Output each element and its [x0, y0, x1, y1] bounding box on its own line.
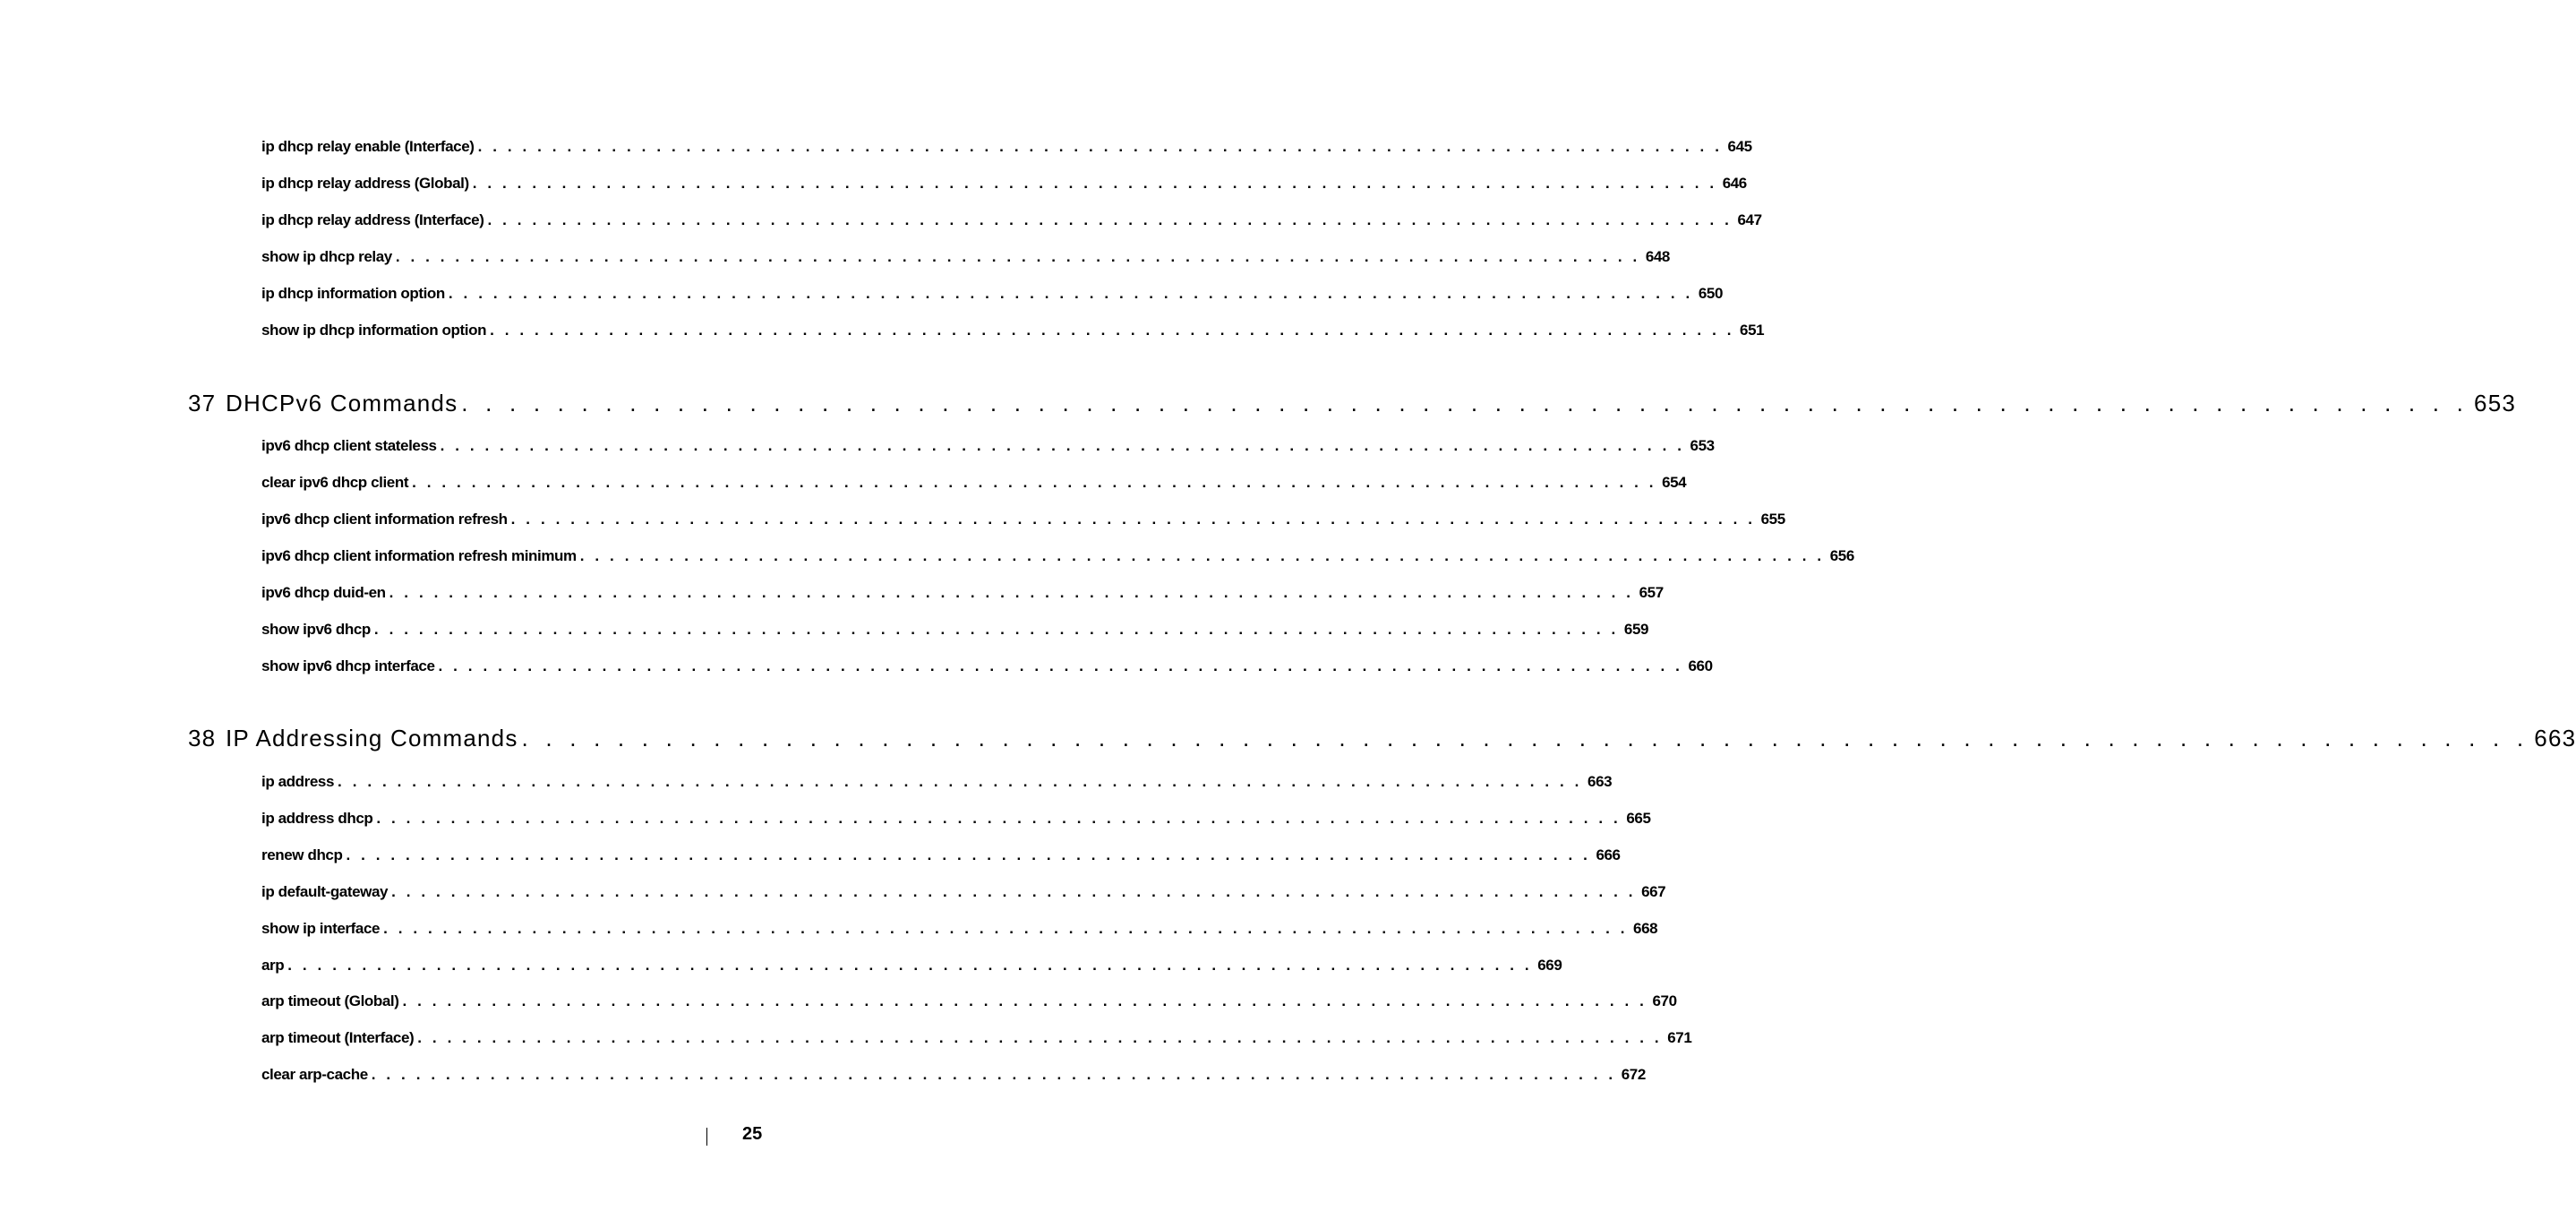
toc-entry[interactable]: [261, 175, 1747, 198]
toc-entry-title: ipv6 dhcp client information refresh: [261, 511, 508, 528]
dot-leader: . . . . . . . . . . . . . . . . . . . . . . . . . . . . . . . . . . . . . . . . . . . . . . . . . . . . . . . . . . . . . . . . . . . . . . . . . . . . . . . . . . . .: [448, 285, 1693, 302]
toc-entry-title: clear arp-cache: [261, 1066, 368, 1083]
toc-entry-page: 657: [1639, 584, 1664, 601]
toc-entry[interactable]: [261, 920, 1658, 943]
toc-entry-page: 663: [1588, 773, 1613, 790]
toc-entry-title: ipv6 dhcp client stateless: [261, 437, 437, 454]
toc-entry-page: 648: [1645, 248, 1670, 265]
dot-leader: . . . . . . . . . . . . . . . . . . . . . . . . . . . . . . . . . . . . . . . . . . . . . . . . . . . . . . . . . . . . . . . . . . . . . . . . . . . . . . . . . . . .: [438, 657, 1683, 674]
toc-entry-title: ipv6 dhcp duid-en: [261, 584, 386, 601]
toc-entry[interactable]: [261, 1066, 1646, 1089]
toc-entry-title: renew dhcp: [261, 846, 343, 863]
toc-entry-page: 660: [1688, 657, 1713, 674]
toc-entry-title: show ip interface: [261, 920, 381, 937]
toc-entry-title: show ip dhcp relay: [261, 248, 392, 265]
toc-entry[interactable]: [261, 437, 1715, 460]
toc-entry[interactable]: [261, 1029, 1692, 1052]
dot-leader: . . . . . . . . . . . . . . . . . . . . . . . . . . . . . . . . . . . . . . . . . . . . . . . . . . . . . . . . . . . . . . . . . . . . . . . . . . . . . . . . . . . .: [440, 437, 1685, 454]
dot-leader: . . . . . . . . . . . . . . . . . . . . . . . . . . . . . . . . . . . . . . . . . . . . . . . . . . . . . . . . . . . . . . . . . . . . . . . . . . . . . . . . . . . .: [373, 621, 1619, 638]
toc-entry-page: 647: [1737, 211, 1762, 228]
dot-leader: . . . . . . . . . . . . . . . . . . . . . . . . . . . . . . . . . . . . . . . . . . . . . . . . . . . . . . . . . . . . . . . . . . . . . . . . . . . . . . . . . . . .: [395, 248, 1640, 265]
toc-entry-title: ip dhcp relay address (Global): [261, 175, 469, 192]
page-number: 25: [742, 1124, 763, 1144]
dot-leader: . . . . . . . . . . . . . . . . . . . . . . . . . . . . . . . . . . . . . . . . . . . . . . . . . . . . . . . . . . . . . . . . . . . . . . . . . . . . . . . . . . . .: [472, 175, 1717, 192]
toc-entry-page: 653: [1690, 437, 1715, 454]
chapter-number: 38: [188, 725, 217, 752]
chapter-page: 663: [2534, 725, 2576, 752]
toc-entry-title: ip address dhcp: [261, 810, 373, 827]
toc-entry-page: 659: [1623, 621, 1649, 638]
toc-entry-page: 650: [1698, 285, 1724, 302]
toc-entry-title: ipv6 dhcp client information refresh minimum: [261, 547, 577, 564]
toc-entry-title: arp: [261, 957, 285, 974]
toc-entry[interactable]: [261, 211, 1762, 235]
toc-entry[interactable]: [261, 474, 1687, 497]
chapter-heading-37[interactable]: [188, 390, 2517, 420]
toc-entry-page: 656: [1829, 547, 1854, 564]
toc-entry-title: arp timeout (Global): [261, 992, 399, 1009]
toc-entry-title: ip dhcp relay enable (Interface): [261, 138, 475, 155]
toc-entry-title: ip address: [261, 773, 335, 790]
toc-entry-title: show ip dhcp information option: [261, 322, 487, 339]
toc-entry[interactable]: [261, 883, 1666, 906]
toc-entry[interactable]: [261, 322, 1765, 345]
toc-entry-page: 671: [1667, 1029, 1692, 1046]
toc-entry-title: clear ipv6 dhcp client: [261, 474, 409, 491]
toc-entry[interactable]: [261, 810, 1651, 833]
toc-entry[interactable]: [261, 547, 1854, 571]
dot-leader: . . . . . . . . . . . . . . . . . . . . . . . . . . . . . . . . . . . . . . . . . . . . . . . . . . . . . . . . . . . . . . . . . . . . . . . . . . . . . . . . . . . .: [490, 322, 1735, 339]
chapter-number: 37: [188, 390, 217, 417]
footer-divider: [706, 1128, 707, 1146]
dot-leader: . . . . . . . . . . . . . . . . . . . . . . . . . . . . . . . . . . . . . . . . . . . . . . . . . . . . . . . . . . . . . . . . . . . . . . . . . . . . . . . . . . . .: [412, 474, 1657, 491]
dot-leader: . . . . . . . . . . . . . . . . . . . . . . . . . . . . . . . . . . . . . . . . . . . . . . . . . . . . . . . . . . . . . . . . . . . . . . . . . . . . . . . . . . . .: [402, 992, 1647, 1009]
chapter-page: 653: [2474, 390, 2517, 417]
toc-entry-page: 646: [1722, 175, 1747, 192]
dot-leader: . . . . . . . . . . . . . . . . . . . . . . . . . . . . . . . . . . . . . . . . . . . . . . . . . . . . . . . . . . . . . . . . . . . . . . . . . . . . . . . . . . . .: [521, 725, 2529, 752]
dot-leader: . . . . . . . . . . . . . . . . . . . . . . . . . . . . . . . . . . . . . . . . . . . . . . . . . . . . . . . . . . . . . . . . . . . . . . . . . . . . . . . . . . . .: [417, 1029, 1663, 1046]
dot-leader: . . . . . . . . . . . . . . . . . . . . . . . . . . . . . . . . . . . . . . . . . . . . . . . . . . . . . . . . . . . . . . . . . . . . . . . . . . . . . . . . . . . .: [579, 547, 1825, 564]
toc-entry-page: 668: [1633, 920, 1658, 937]
toc-entry-page: 672: [1621, 1066, 1646, 1083]
dot-leader: . . . . . . . . . . . . . . . . . . . . . . . . . . . . . . . . . . . . . . . . . . . . . . . . . . . . . . . . . . . . . . . . . . . . . . . . . . . . . . . . . . . .: [391, 883, 1637, 900]
toc-entry[interactable]: [261, 992, 1677, 1016]
dot-leader: . . . . . . . . . . . . . . . . . . . . . . . . . . . . . . . . . . . . . . . . . . . . . . . . . . . . . . . . . . . . . . . . . . . . . . . . . . . . . . . . . . . .: [383, 920, 1629, 937]
dot-leader: . . . . . . . . . . . . . . . . . . . . . . . . . . . . . . . . . . . . . . . . . . . . . . . . . . . . . . . . . . . . . . . . . . . . . . . . . . . . . . . . . . . .: [371, 1066, 1616, 1083]
dot-leader: . . . . . . . . . . . . . . . . . . . . . . . . . . . . . . . . . . . . . . . . . . . . . . . . . . . . . . . . . . . . . . . . . . . . . . . . . . . . . . . . . . . .: [287, 957, 1533, 974]
toc-entry[interactable]: [261, 657, 1713, 681]
dot-leader: . . . . . . . . . . . . . . . . . . . . . . . . . . . . . . . . . . . . . . . . . . . . . . . . . . . . . . . . . . . . . . . . . . . . . . . . . . . . . . . . . . . .: [510, 511, 1756, 528]
chapter-title: IP Addressing Commands: [226, 725, 518, 752]
toc-entry[interactable]: [261, 138, 1752, 161]
dot-leader: . . . . . . . . . . . . . . . . . . . . . . . . . . . . . . . . . . . . . . . . . . . . . . . . . . . . . . . . . . . . . . . . . . . . . . . . . . . . . . . . . . . .: [477, 138, 1723, 155]
toc-entry-page: 654: [1662, 474, 1687, 491]
toc-entry[interactable]: [261, 621, 1649, 644]
dot-leader: . . . . . . . . . . . . . . . . . . . . . . . . . . . . . . . . . . . . . . . . . . . . . . . . . . . . . . . . . . . . . . . . . . . . . . . . . . . . . . . . . . . .: [346, 846, 1591, 863]
toc-entry-page: 665: [1626, 810, 1651, 827]
toc-entry-page: 645: [1727, 138, 1752, 155]
toc-entry[interactable]: [261, 957, 1562, 980]
toc-entry-page: 666: [1596, 846, 1621, 863]
toc-entry-page: 669: [1537, 957, 1562, 974]
toc-entry[interactable]: [261, 248, 1670, 271]
toc-entry[interactable]: [261, 584, 1664, 607]
toc-entry-title: ip dhcp relay address (Interface): [261, 211, 484, 228]
toc-entry-title: ip default-gateway: [261, 883, 389, 900]
dot-leader: . . . . . . . . . . . . . . . . . . . . . . . . . . . . . . . . . . . . . . . . . . . . . . . . . . . . . . . . . . . . . . . . . . . . . . . . . . . . . . . . . . . .: [376, 810, 1622, 827]
toc-entry-page: 670: [1652, 992, 1677, 1009]
toc-entry-page: 651: [1740, 322, 1765, 339]
toc-entry-title: show ipv6 dhcp interface: [261, 657, 435, 674]
toc-entry-page: 667: [1641, 883, 1666, 900]
toc-entry[interactable]: [261, 285, 1724, 308]
toc-entry-title: ip dhcp information option: [261, 285, 445, 302]
chapter-title: DHCPv6 Commands: [226, 390, 458, 417]
toc-entry-title: arp timeout (Interface): [261, 1029, 415, 1046]
toc-entry[interactable]: [261, 511, 1785, 534]
chapter-heading-38[interactable]: [188, 725, 2576, 755]
toc-entry[interactable]: [261, 773, 1613, 796]
dot-leader: . . . . . . . . . . . . . . . . . . . . . . . . . . . . . . . . . . . . . . . . . . . . . . . . . . . . . . . . . . . . . . . . . . . . . . . . . . . . . . . . . . . .: [461, 390, 2469, 417]
toc-entry[interactable]: [261, 846, 1621, 870]
toc-entry-page: 655: [1760, 511, 1785, 528]
dot-leader: . . . . . . . . . . . . . . . . . . . . . . . . . . . . . . . . . . . . . . . . . . . . . . . . . . . . . . . . . . . . . . . . . . . . . . . . . . . . . . . . . . . .: [389, 584, 1634, 601]
dot-leader: . . . . . . . . . . . . . . . . . . . . . . . . . . . . . . . . . . . . . . . . . . . . . . . . . . . . . . . . . . . . . . . . . . . . . . . . . . . . . . . . . . . .: [487, 211, 1733, 228]
toc-entry-title: show ipv6 dhcp: [261, 621, 371, 638]
dot-leader: . . . . . . . . . . . . . . . . . . . . . . . . . . . . . . . . . . . . . . . . . . . . . . . . . . . . . . . . . . . . . . . . . . . . . . . . . . . . . . . . . . . .: [338, 773, 1583, 790]
